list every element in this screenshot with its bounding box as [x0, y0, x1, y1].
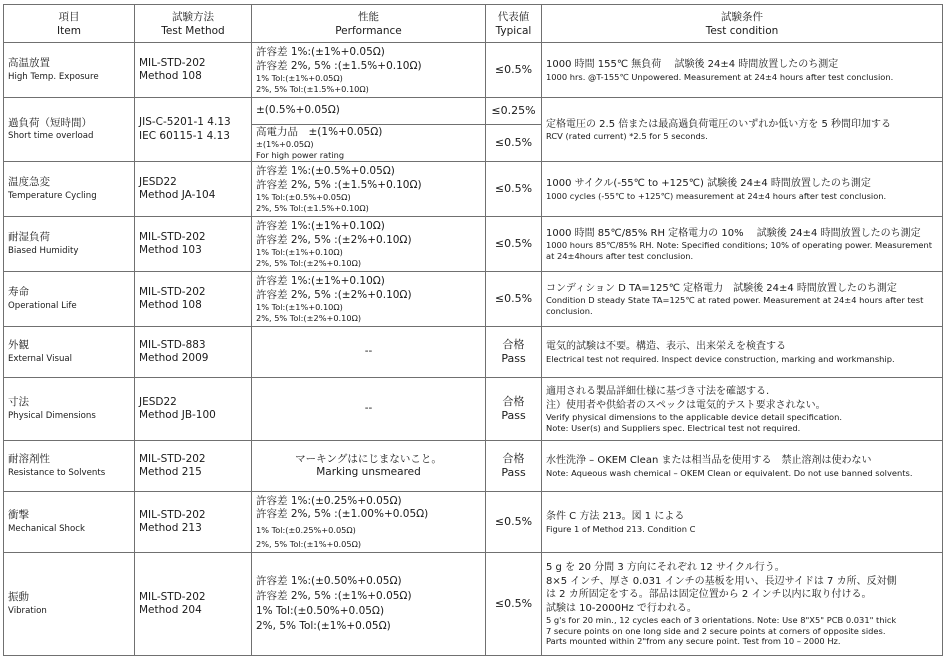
performance-cell: -- [252, 327, 486, 378]
typical-cell: ≤0.5% [486, 162, 542, 217]
table-row [4, 492, 943, 553]
item-cell: 振動 Vibration [4, 553, 135, 656]
typical-cell: ≤0.5% [486, 492, 542, 553]
condition-cell: 条件 C 方法 213。図 1 による Figure 1 of Method 213. Condition C [542, 492, 943, 553]
table-row [4, 378, 943, 441]
performance-cell: 許容差 1%:(±1%+0.10Ω) 許容差 2%, 5% :(±2%+0.10Ω) 1% Tol:(±1%+0.10Ω) 2%, 5% Tol:(±2%+0.10Ω) [252, 217, 486, 272]
item-cell: 衝撃 Mechanical Shock [4, 492, 135, 553]
item-cell: 温度急変 Temperature Cycling [4, 162, 135, 217]
typical-cell: ≤0.5% [486, 553, 542, 656]
table-row [4, 217, 943, 272]
item-cell: 過負荷（短時間） Short time overload [4, 98, 135, 162]
typical-cell: 合格 Pass [486, 327, 542, 378]
reliability-test-table [3, 4, 943, 656]
typical-cell: ≤0.5% [486, 272, 542, 327]
item-cell: 寸法 Physical Dimensions [4, 378, 135, 441]
method-cell: MIL-STD-202 Method 103 [135, 217, 252, 272]
method-cell: MIL-STD-202 Method 108 [135, 272, 252, 327]
table-row [4, 162, 943, 217]
method-cell: MIL-STD-202 Method 108 [135, 43, 252, 98]
item-cell: 外観 External Visual [4, 327, 135, 378]
header-condition: 試験条件 Test condition [542, 5, 943, 43]
method-cell: JIS-C-5201-1 4.13 IEC 60115-1 4.13 [135, 98, 252, 162]
table-row [4, 272, 943, 327]
performance-cell: -- [252, 378, 486, 441]
table-row [4, 553, 943, 656]
method-cell: MIL-STD-202 Method 213 [135, 492, 252, 553]
performance-cell: マーキングはにじまないこと。 Marking unsmeared [252, 441, 486, 492]
table-row [4, 327, 943, 378]
performance-cell: 許容差 1%:(±0.50%+0.05Ω) 許容差 2%, 5% :(±1%+0.05Ω) 1% Tol:(±0.50%+0.05Ω) 2%, 5% Tol:(±1%+0.05Ω) [252, 553, 486, 656]
typical-cell: 合格 Pass [486, 378, 542, 441]
condition-cell: 定格電圧の 2.5 倍または最高過負荷電圧のいずれか低い方を 5 秒間印加する RCV (rated current) *2.5 for 5 seconds. [542, 98, 943, 162]
header-method: 試験方法 Test Method [135, 5, 252, 43]
performance-cell: 許容差 1%:(±1%+0.10Ω) 許容差 2%, 5% :(±2%+0.10Ω) 1% Tol:(±1%+0.10Ω) 2%, 5% Tol:(±2%+0.10Ω) [252, 272, 486, 327]
item-cell: 耐溶剤性 Resistance to Solvents [4, 441, 135, 492]
item-cell: 耐湿負荷 Biased Humidity [4, 217, 135, 272]
method-cell: JESD22 Method JA-104 [135, 162, 252, 217]
typical-cell: ≤0.5% [486, 43, 542, 98]
condition-cell: 5 g を 20 分間 3 方向にそれぞれ 12 サイクル行う。 8×5 インチ、厚さ 0.031 インチの基板を用い、長辺サイドは 7 カ所、反対側 は 2 カ所固定をする。部品は固定位置から 2 インチ以内に取り付ける。 試験は 10-2000Hz で行われる。 5 g's for 20 min., 12 cycles each of 3 orientations. Note: Use 8"X5" PCB 0.031" thick 7 secure points on one long side and 2 secure points at corners of opposite sides. Parts mounted within 2"from any secure point. Test from 10 – 2000 Hz. [542, 553, 943, 656]
condition-cell: 水性洗浄 – OKEM Clean または相当品を使用する 禁止溶剤は使わない Note: Aqueous wash chemical – OKEM Clean or equivalent. Do not use banned solvents. [542, 441, 943, 492]
condition-cell: 1000 時間 85℃/85% RH 定格電力の 10% 試験後 24±4 時間放置したのち測定 1000 hours 85℃/85% RH. Note: Specified conditions; 10% of operating power. Measurement at 24±4hours after test conclusion. [542, 217, 943, 272]
item-cell: 高温放置 High Temp. Exposure [4, 43, 135, 98]
header-typical: 代表値 Typical [486, 5, 542, 43]
condition-cell: 電気的試験は不要。構造、表示、出来栄えを検査する Electrical test not required. Inspect device construction, marking and workmanship. [542, 327, 943, 378]
table-row [4, 441, 943, 492]
table-row [4, 98, 943, 125]
header-performance: 性能 Performance [252, 5, 486, 43]
performance-cell: 許容差 1%:(±1%+0.05Ω) 許容差 2%, 5% :(±1.5%+0.10Ω) 1% Tol:(±1%+0.05Ω) 2%, 5% Tol:(±1.5%+0.10Ω) [252, 43, 486, 98]
method-cell: MIL-STD-883 Method 2009 [135, 327, 252, 378]
condition-cell: 適用される製品詳細仕様に基づき寸法を確認する. 注）使用者や供給者のスペックは電気的テスト要求されない。 Verify physical dimensions to the applicable device detail specification. Note: User(s) and Suppliers spec. Electrical test not required. [542, 378, 943, 441]
method-cell: MIL-STD-202 Method 204 [135, 553, 252, 656]
typical-cell: 合格 Pass [486, 441, 542, 492]
performance-cell: 高電力品 ±(1%+0.05Ω) ±(1%+0.05Ω) For high power rating [252, 125, 486, 162]
typical-cell: ≤0.5% [486, 125, 542, 162]
table-row [4, 43, 943, 98]
performance-cell: 許容差 1%:(±0.5%+0.05Ω) 許容差 2%, 5% :(±1.5%+0.10Ω) 1% Tol:(±0.5%+0.05Ω) 2%, 5% Tol:(±1.5%+0.10Ω) [252, 162, 486, 217]
condition-cell: 1000 時間 155℃ 無負荷 試験後 24±4 時間放置したのち測定 1000 hrs. @T-155℃ Unpowered. Measurement at 24±4 hours after test conclusion. [542, 43, 943, 98]
typical-cell: ≤0.25% [486, 98, 542, 125]
performance-cell: ±(0.5%+0.05Ω) [252, 98, 486, 125]
performance-cell: 許容差 1%:(±0.25%+0.05Ω) 許容差 2%, 5% :(±1.00%+0.05Ω) 1% Tol:(±0.25%+0.05Ω) 2%, 5% Tol:(±1%+0.05Ω) [252, 492, 486, 553]
method-cell: JESD22 Method JB-100 [135, 378, 252, 441]
condition-cell: コンディション D TA=125℃ 定格電力 試験後 24±4 時間放置したのち測定 Condition D steady State TA=125℃ at rated power. Measurement at 24±4 hours after test conclusion. [542, 272, 943, 327]
header-item: 項目 Item [4, 5, 135, 43]
item-cell: 寿命 Operational Life [4, 272, 135, 327]
table-header-row [4, 5, 943, 43]
method-cell: MIL-STD-202 Method 215 [135, 441, 252, 492]
typical-cell: ≤0.5% [486, 217, 542, 272]
condition-cell: 1000 サイクル(-55℃ to +125℃) 試験後 24±4 時間放置したのち測定 1000 cycles (-55℃ to +125℃) measurement at 24±4 hours after test conclusion. [542, 162, 943, 217]
